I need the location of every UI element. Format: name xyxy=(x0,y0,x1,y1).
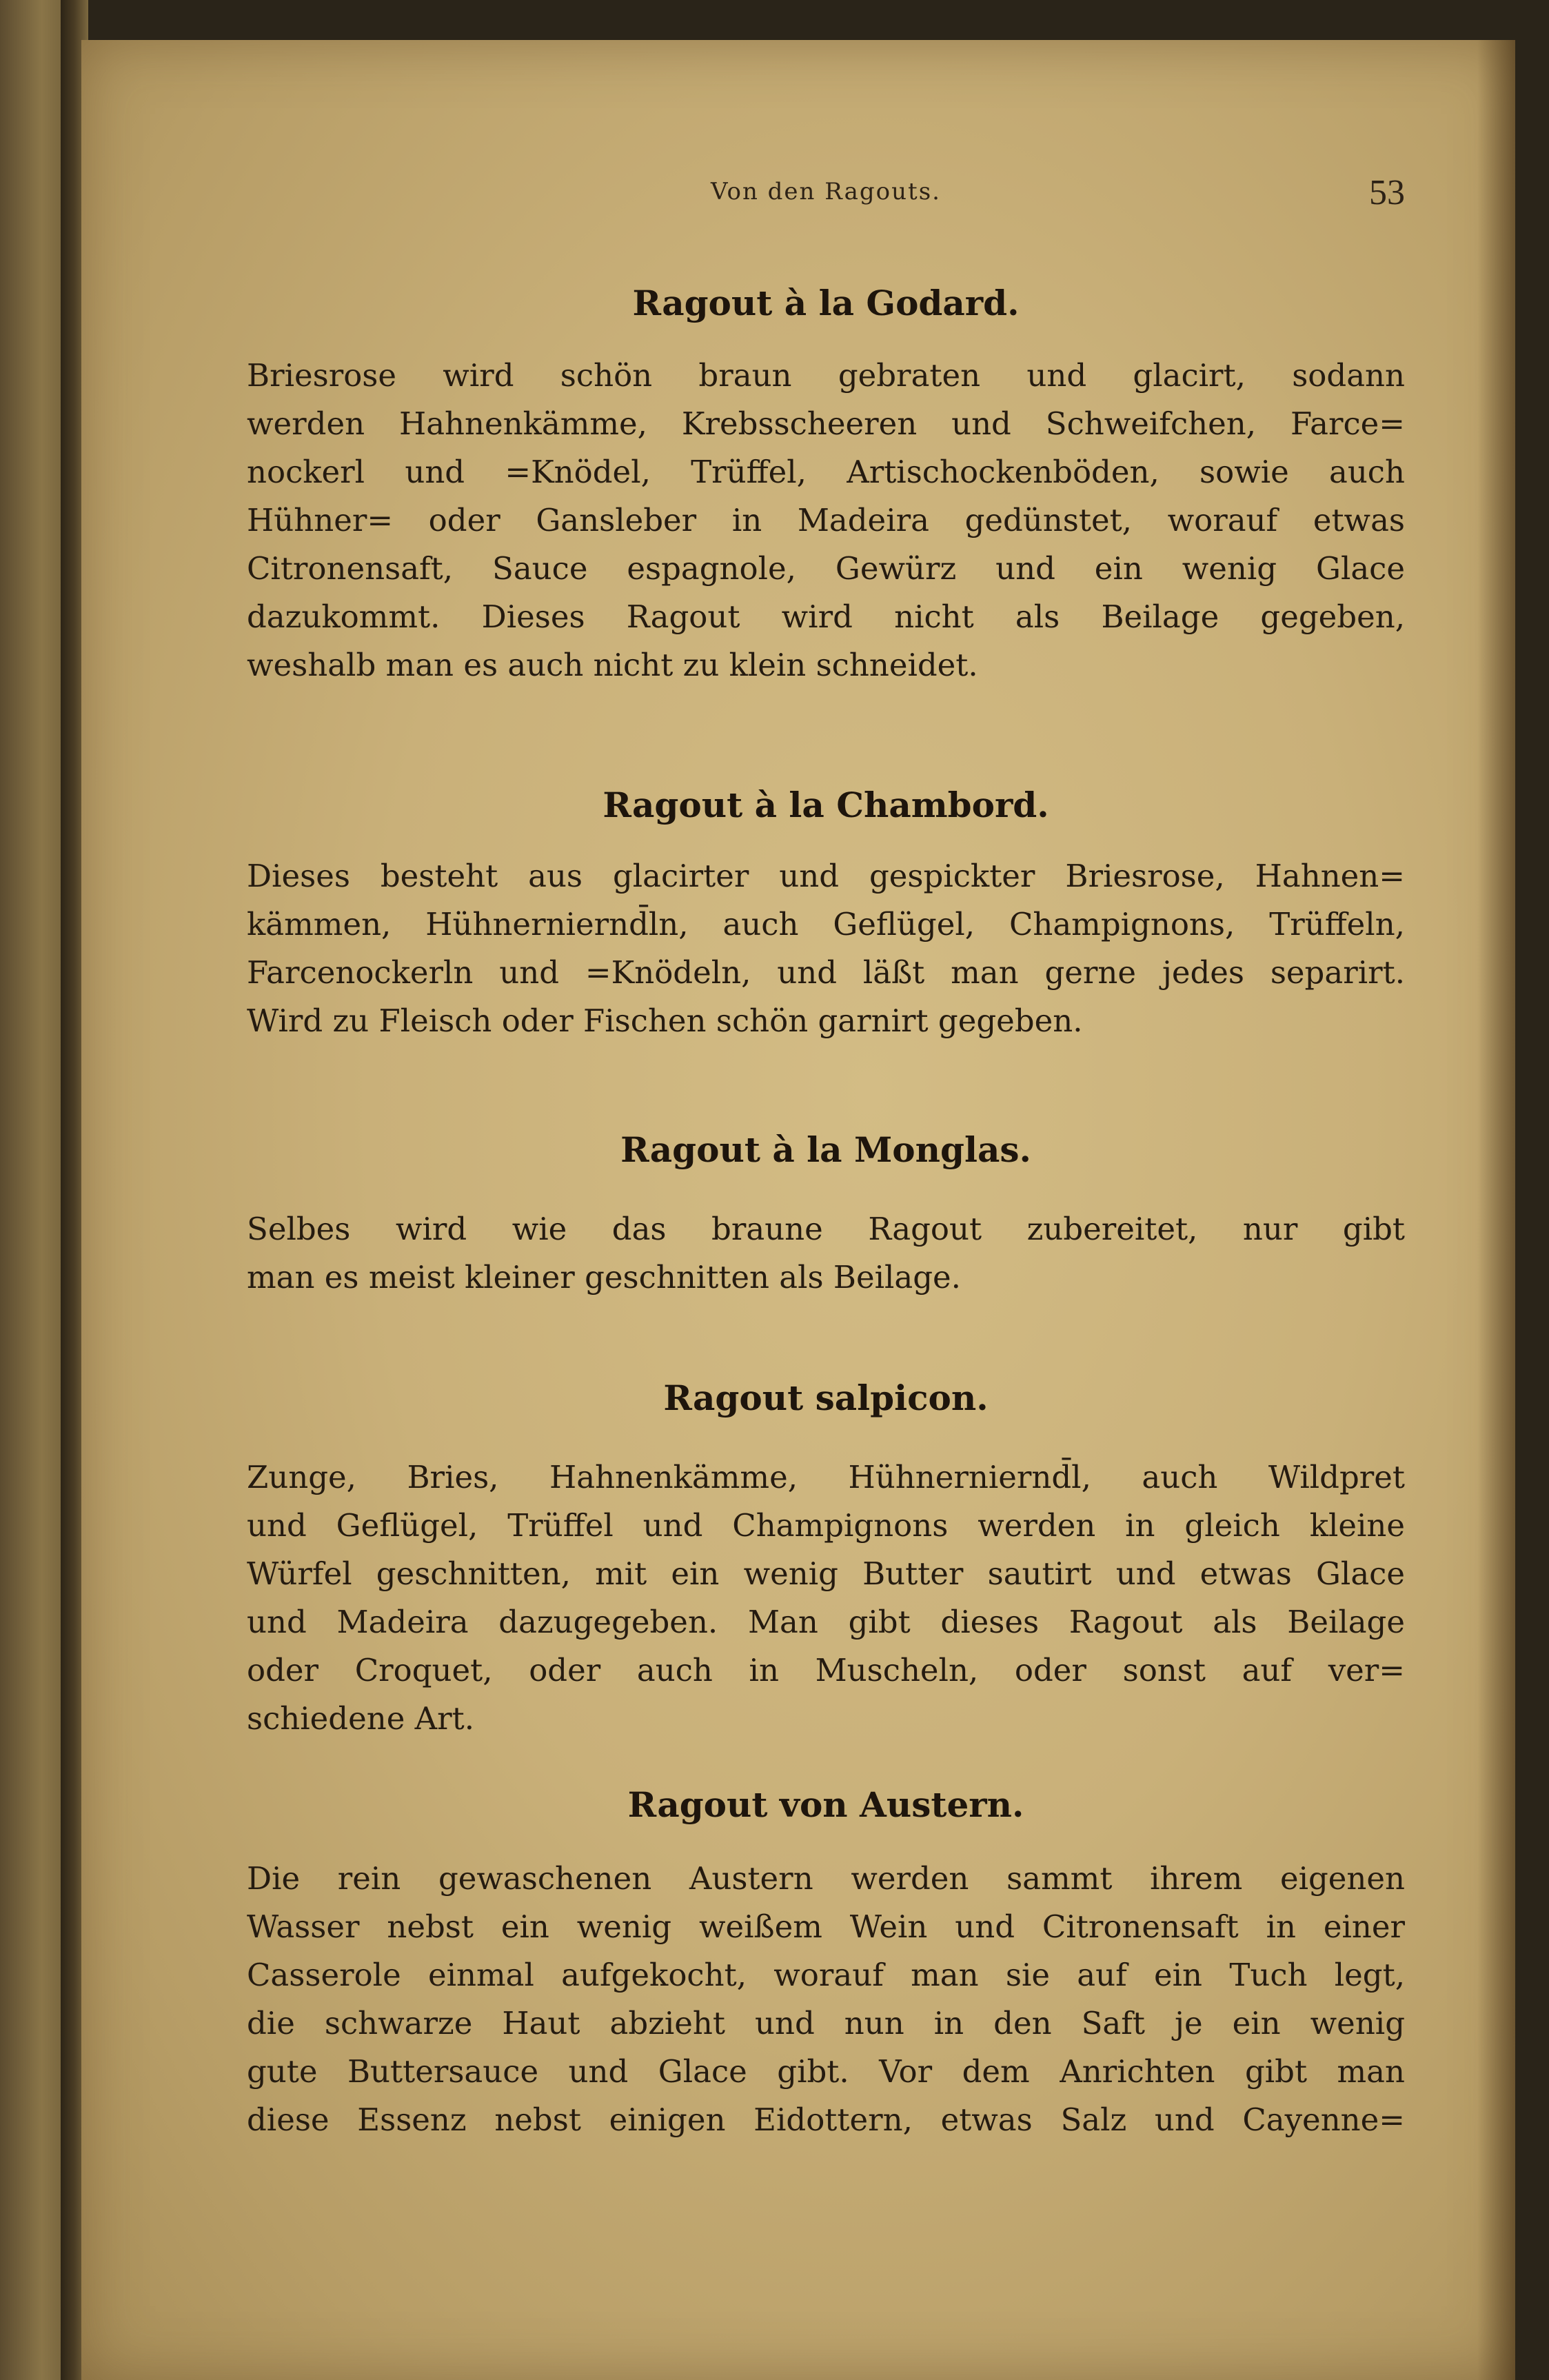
text-line: diese Essenz nebst einigen Eidottern, etwas Salz und Cayenne= xyxy=(247,2101,1405,2138)
text-line: Würfel geschnitten, mit ein wenig Butter sautirt und etwas Glace xyxy=(247,1555,1405,1592)
text-line: man es meist kleiner geschnitten als Beilage. xyxy=(247,1259,961,1295)
section-heading-godard: Ragout à la Godard. xyxy=(632,283,1020,323)
text-line: und Geflügel, Trüffel und Champignons werden in gleich kleine xyxy=(247,1507,1405,1544)
text-line: weshalb man es auch nicht zu klein schneidet. xyxy=(247,647,978,683)
page-edge-shadow xyxy=(1477,40,1515,2380)
text-line: die schwarze Haut abzieht und nun in den Saft je ein wenig xyxy=(247,2005,1405,2041)
text-line: und Madeira dazugegeben. Man gibt dieses Ragout als Beilage xyxy=(247,1604,1405,1640)
text-line: Wasser nebst ein wenig weißem Wein und Citronensaft in einer xyxy=(247,1908,1405,1945)
section-heading-chambord: Ragout à la Chambord. xyxy=(603,785,1049,825)
text-line: Farcenockerln und =Knödeln, und läßt man gerne jedes separirt. xyxy=(247,954,1405,991)
text-line: gute Buttersauce und Glace gibt. Vor dem Anrichten gibt man xyxy=(247,2053,1405,2090)
text-line: kämmen, Hühnerniernd̄ln, auch Geflügel, Champignons, Trüffeln, xyxy=(247,906,1405,942)
text-line: werden Hahnenkämme, Krebsscheeren und Schweifchen, Farce= xyxy=(247,405,1405,442)
text-line: dazukommt. Dieses Ragout wird nicht als Beilage gegeben, xyxy=(247,598,1405,635)
text-line: Dieses besteht aus glacirter und gespickter Briesrose, Hahnen= xyxy=(247,858,1405,894)
running-head xyxy=(247,173,1405,219)
text-line: Citronensaft, Sauce espagnole, Gewürz und ein wenig Glace xyxy=(247,550,1405,587)
text-line: Zunge, Bries, Hahnenkämme, Hühnerniernd̄l, auch Wildpret xyxy=(247,1459,1405,1495)
text-line: Casserole einmal aufgekocht, worauf man sie auf ein Tuch legt, xyxy=(247,1957,1405,1993)
running-title: Von den Ragouts. xyxy=(711,178,941,205)
book-page xyxy=(81,40,1515,2380)
text-line: Selbes wird wie das braune Ragout zubereitet, nur gibt xyxy=(247,1211,1405,1247)
section-text-godard xyxy=(247,352,1405,689)
section-text-monglas xyxy=(247,1205,1405,1302)
text-line: Wird zu Fleisch oder Fischen schön garnirt gegeben. xyxy=(247,1002,1083,1039)
text-line: schiedene Art. xyxy=(247,1700,475,1737)
section-heading-monglas: Ragout à la Monglas. xyxy=(620,1129,1031,1170)
section-text-salpicon xyxy=(247,1453,1405,1743)
text-line: nockerl und =Knödel, Trüffel, Artischockenböden, sowie auch xyxy=(247,454,1405,490)
text-line: Hühner= oder Gansleber in Madeira gedünstet, worauf etwas xyxy=(247,502,1405,538)
section-text-austern xyxy=(247,1855,1405,2144)
text-line: Briesrose wird schön braun gebraten und glacirt, sodann xyxy=(247,357,1405,394)
section-heading-salpicon: Ragout salpicon. xyxy=(663,1378,989,1418)
section-text-chambord xyxy=(247,852,1405,1045)
text-line: Die rein gewaschenen Austern werden sammt ihrem eigenen xyxy=(247,1860,1405,1897)
text-line: oder Croquet, oder auch in Muscheln, oder sonst auf ver= xyxy=(247,1652,1405,1688)
section-heading-austern: Ragout von Austern. xyxy=(627,1784,1024,1825)
page-number: 53 xyxy=(1369,173,1405,212)
